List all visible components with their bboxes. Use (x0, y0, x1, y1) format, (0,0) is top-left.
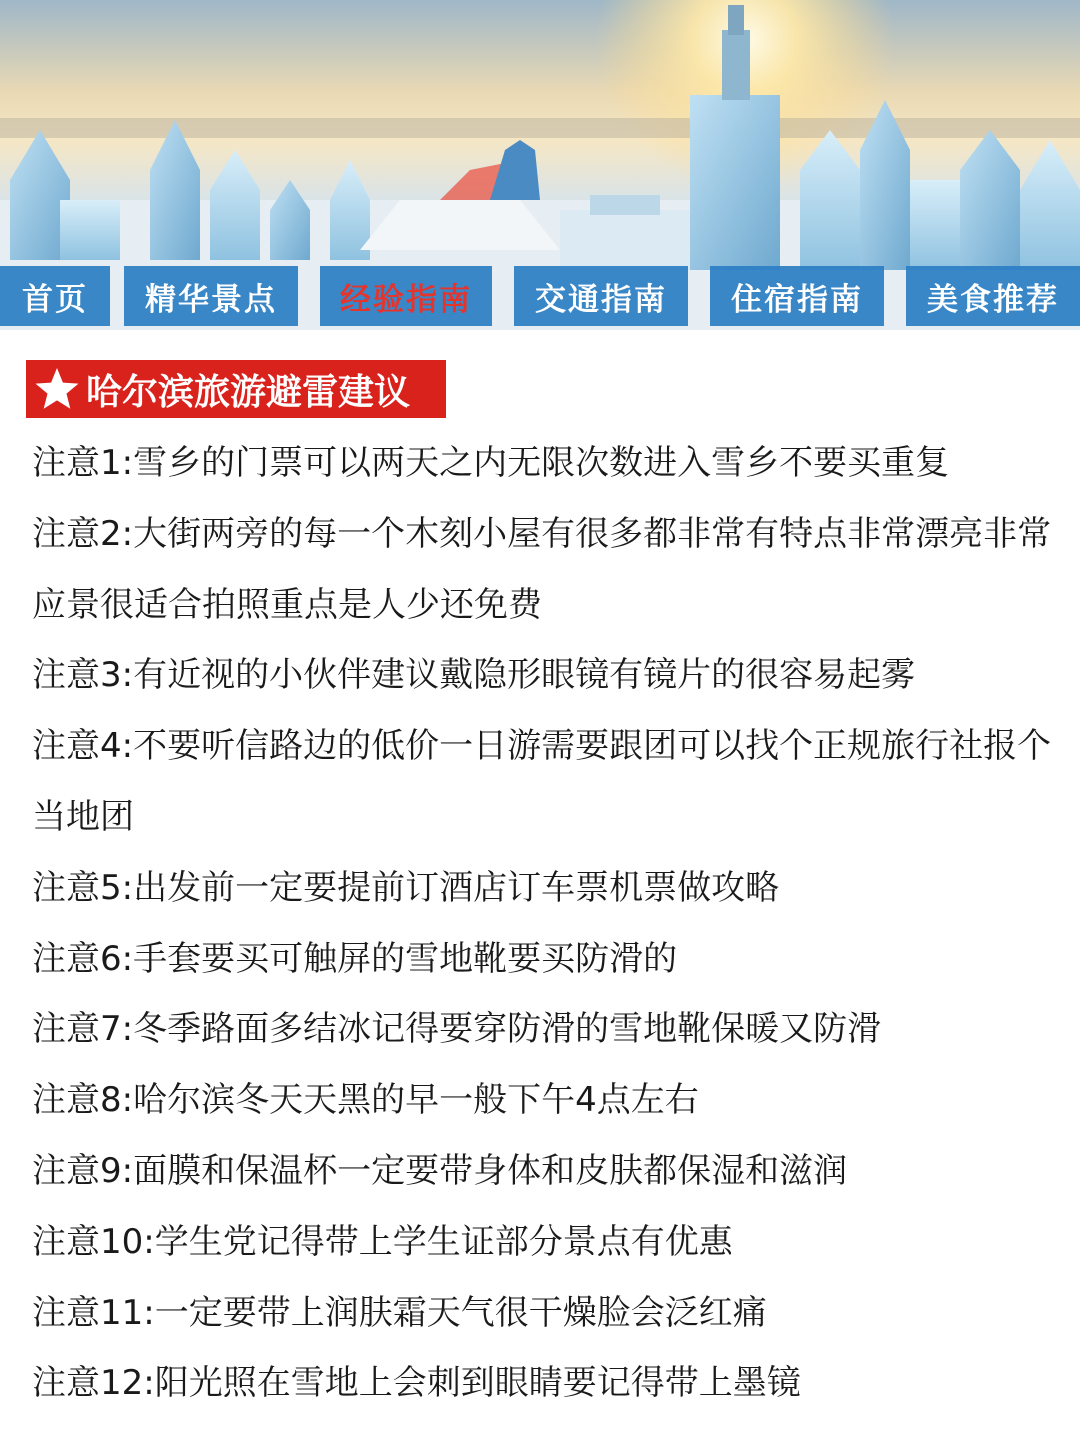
note-item: 注意10:学生党记得带上学生证部分景点有优惠 (32, 1221, 733, 1262)
note-item: 注意3:有近视的小伙伴建议戴隐形眼镜有镜片的很容易起雾 (32, 655, 916, 696)
nav-tab-food[interactable]: 美食推荐 (906, 266, 1080, 326)
nav-tab-lodging[interactable]: 住宿指南 (710, 266, 884, 326)
note-item: 注意11:一定要带上润肤霜天气很干燥脸会泛红痛 (32, 1292, 767, 1333)
note-item: 注意4:不要听信路边的低价一日游需要跟团可以找个正规旅行社报个当地团 (32, 726, 1052, 837)
note-item: 注意6:手套要买可触屏的雪地靴要买防滑的 (32, 938, 678, 979)
note-item: 注意9:面膜和保温杯一定要带身体和皮肤都保湿和滋润 (32, 1150, 848, 1191)
nav-tab-highlights[interactable]: 精华景点 (124, 266, 298, 326)
nav-tab-home[interactable]: 首页 (0, 266, 110, 326)
notes-list (32, 428, 1052, 1419)
section-title (26, 360, 446, 418)
note-item: 注意1:雪乡的门票可以两天之内无限次数进入雪乡不要买重复 (32, 443, 950, 483)
note-item: 注意7:冬季路面多结冰记得要穿防滑的雪地靴保暖又防滑 (32, 1009, 882, 1050)
section-title-text: 哈尔滨旅游避雷建议 (86, 371, 411, 413)
star-icon (32, 364, 82, 414)
note-item: 注意2:大街两旁的每一个木刻小屋有很多都非常有特点非常漂亮非常应景很适合拍照重点是人少还免费 (32, 513, 1052, 625)
nav-tab-transport[interactable]: 交通指南 (514, 266, 688, 326)
nav-tab-experience-guide[interactable]: 经验指南 (320, 266, 492, 326)
nav-bar (0, 266, 1080, 326)
note-item: 注意8:哈尔滨冬天天黑的早一般下午4点左右 (32, 1080, 699, 1121)
note-item: 注意12:阳光照在雪地上会刺到眼睛要记得带上墨镜 (32, 1363, 801, 1404)
note-item: 注意5:出发前一定要提前订酒店订车票机票做攻略 (32, 867, 780, 908)
